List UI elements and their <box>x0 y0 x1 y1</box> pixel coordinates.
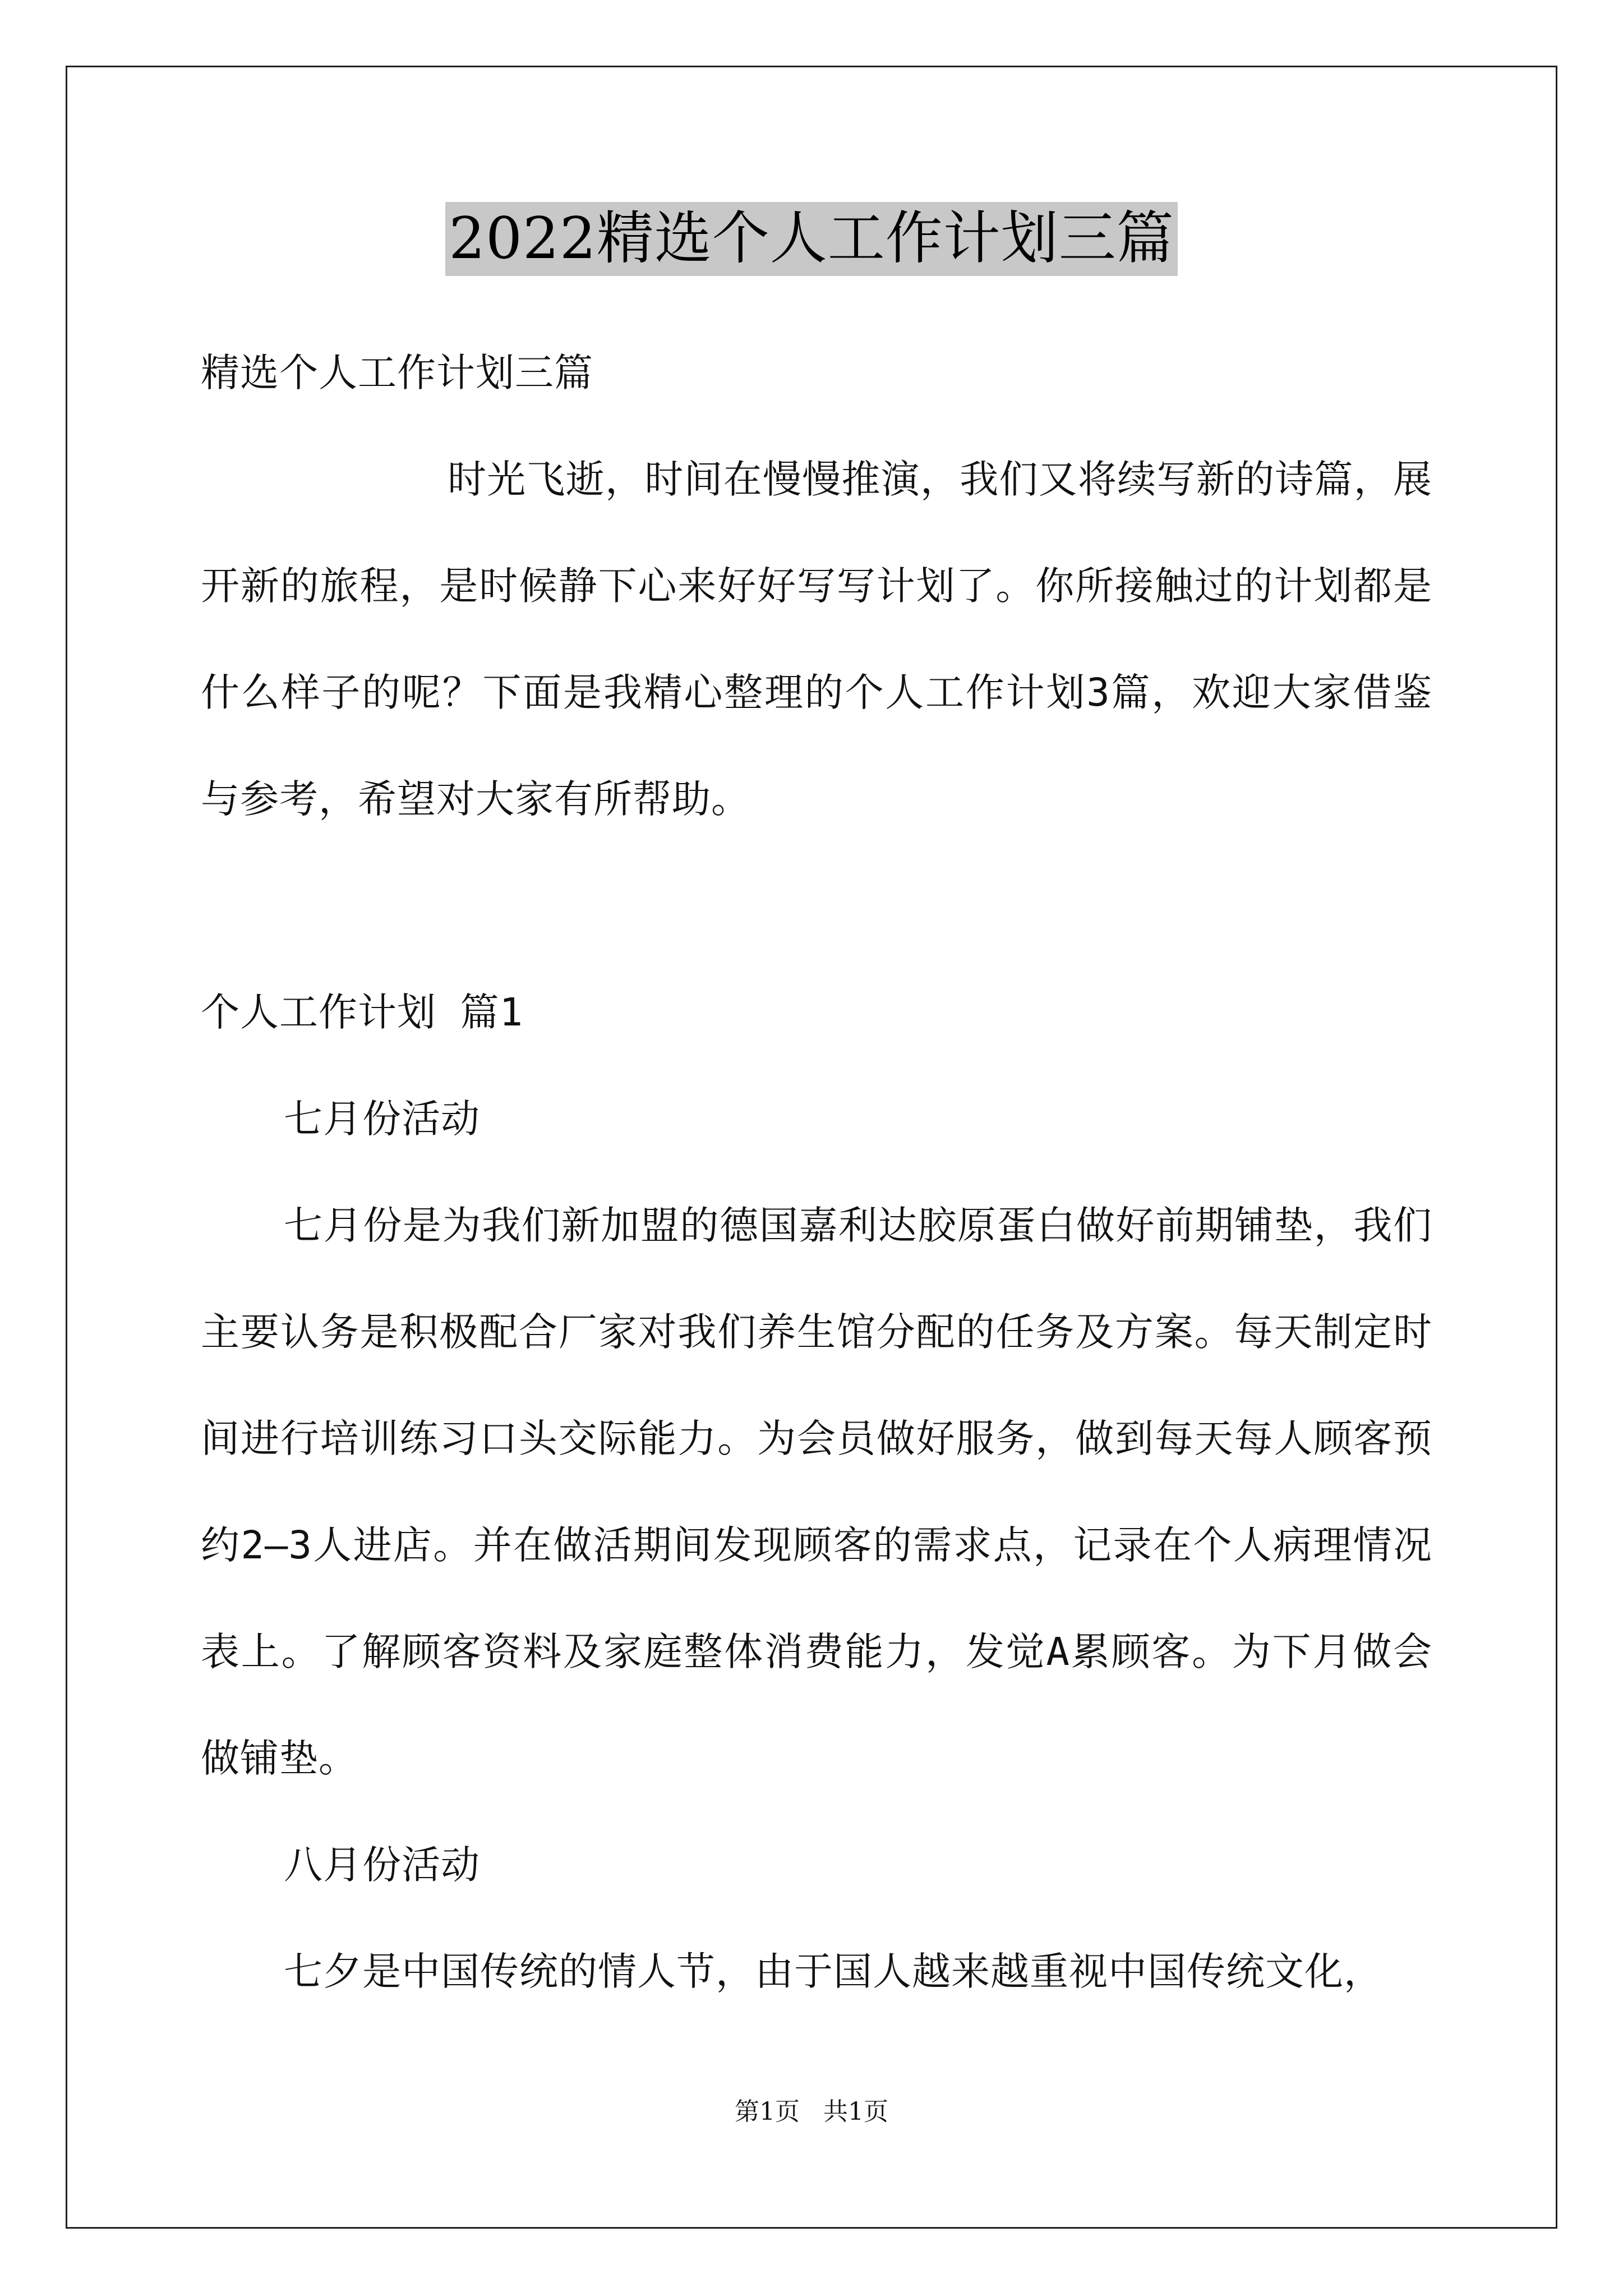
july-paragraph: 七月份是为我们新加盟的德国嘉利达胶原蛋白做好前期铺垫，我们主要认务是积极配合厂家对我们养生馆分配的任务及方案。每天制定时间进行培训练习口头交际能力。为会员做好服务，做到每天每人顾客预约2—3人进店。并在做活期间发现顾客的需求点，记录在个人病理情况表上。了解顾客资料及家庭整体消费能力，发觉A累顾客。为下月做会做铺垫。 <box>201 1203 1432 1781</box>
subtitle: 精选个人工作计划三篇 <box>201 351 593 395</box>
document-title: 2022精选个人工作计划三篇 <box>445 202 1178 276</box>
page-footer <box>0 2091 1623 2127</box>
section-heading-1: 个人工作计划 篇1 <box>201 990 524 1035</box>
page-current: 第1页 <box>735 2097 800 2126</box>
august-paragraph: 七夕是中国传统的情人节，由于国人越来越重视中国传统文化， <box>284 1949 1383 1994</box>
intro-paragraph: 时光飞逝，时间在慢慢推演，我们又将续写新的诗篇，展开新的旅程，是时候静下心来好好写写计划了。你所接触过的计划都是什么样子的呢？下面是我精心整理的个人工作计划3篇，欢迎大家借鉴与参考，希望对大家有所帮助。 <box>201 457 1432 822</box>
title-container <box>0 202 1623 276</box>
page-total: 共1页 <box>823 2097 888 2126</box>
july-heading: 七月份活动 <box>284 1097 480 1142</box>
august-heading: 八月份活动 <box>284 1843 480 1888</box>
